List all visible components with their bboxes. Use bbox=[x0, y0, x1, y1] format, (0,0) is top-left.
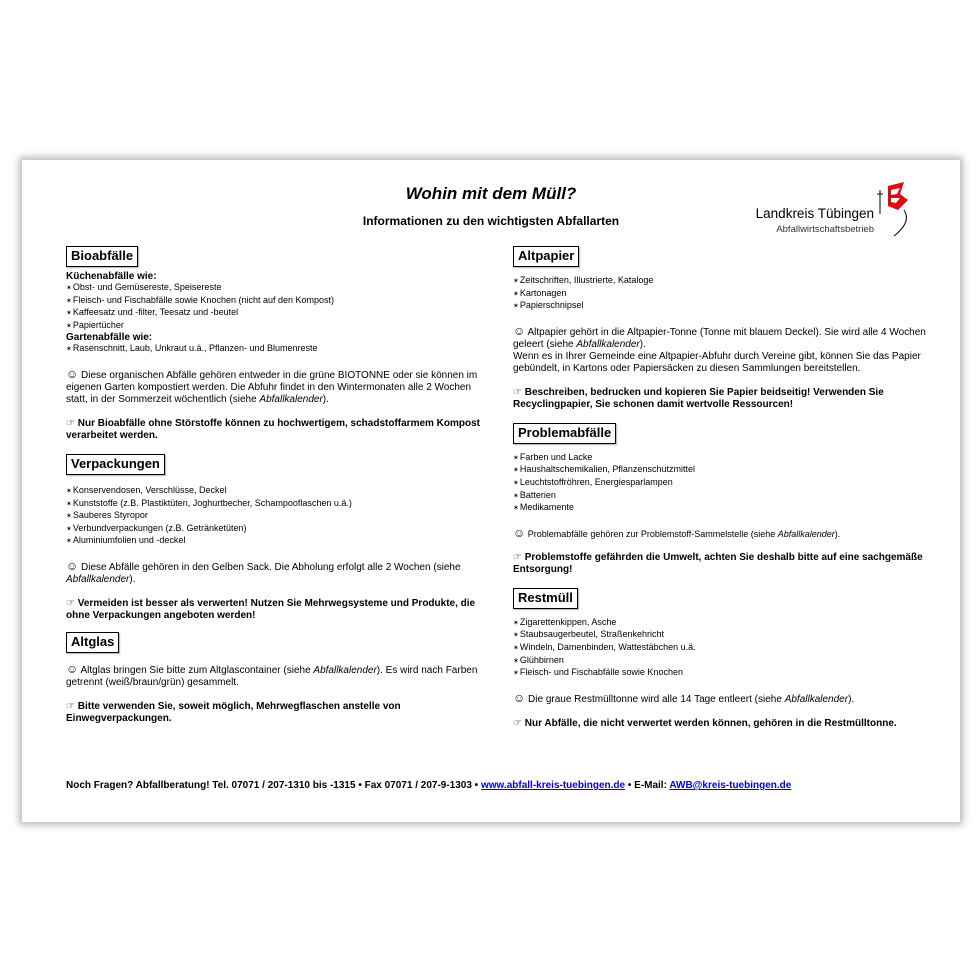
problem-tip: ☞ Problemstoffe gefährden die Umwelt, achten Sie deshalb bitte auf eine sachgemäße Entsorgung! bbox=[513, 551, 923, 575]
papier-tip: ☞ Beschreiben, bedrucken und kopieren Sie Papier beidseitig! Verwenden Sie Recyclingpapier, Sie schonen damit wertvolle Ressourcen! bbox=[513, 386, 884, 410]
list-item: ✶ Papiertücher bbox=[66, 320, 486, 333]
list-item: ✶ Aluminiumfolien und -deckel bbox=[66, 535, 486, 548]
smiley-icon: ☺ bbox=[513, 690, 526, 705]
list-item: ✶ Papierschnipsel bbox=[513, 300, 933, 313]
verp-info: ☺ Diese Abfälle gehören in den Gelben Sack. Die Abholung erfolgt alle 2 Wochen (siehe Abfallkalender). bbox=[66, 558, 461, 585]
verpackungen-list bbox=[66, 485, 486, 548]
glas-tip: ☞ Bitte verwenden Sie, soweit möglich, Mehrwegflaschen anstelle von Einwegverpackungen. bbox=[66, 700, 401, 724]
list-item: ✶ Haushaltschemikalien, Pflanzenschutzmittel bbox=[513, 464, 933, 477]
pointing-hand-icon: ☞ bbox=[513, 717, 522, 729]
verp-tip: ☞ Vermeiden ist besser als verwerten! Nutzen Sie Mehrwegsysteme und Produkte, die ohne Verpackungen angeboten werden! bbox=[66, 597, 476, 621]
website-link[interactable]: www.abfall-kreis-tuebingen.de bbox=[480, 780, 626, 791]
list-item: ✶ Kaffeesatz und -filter, Teesatz und -beutel bbox=[66, 307, 486, 320]
kitchen-list bbox=[66, 282, 486, 332]
page-title: Wohin mit dem Müll? bbox=[405, 184, 577, 203]
list-item: ✶ Kunststoffe (z.B. Plastiktüten, Joghurtbecher, Schampooflaschen u.ä.) bbox=[66, 498, 486, 511]
footer-text: Noch Fragen? Abfallberatung! Tel. 07071 / 207-1310 bis -1315 • Fax 07071 / 207-9-1303 • bbox=[66, 780, 479, 791]
smiley-icon: ☺ bbox=[66, 366, 79, 381]
smiley-icon: ☺ bbox=[66, 661, 79, 676]
logo-name: Landkreis Tübingen bbox=[755, 206, 874, 221]
glas-info: ☺ Altglas bringen Sie bitte zum Altglascontainer (siehe Abfallkalender). Es wird nach Farben getrennt (weiß/braun/grün) gesammelt. bbox=[66, 661, 478, 688]
list-item: ✶ Staubsaugerbeutel, Straßenkehricht bbox=[513, 629, 933, 642]
pointing-hand-icon: ☞ bbox=[513, 386, 522, 398]
list-item: ✶ Fleisch- und Fischabfälle sowie Knochen bbox=[513, 667, 933, 680]
list-item: ✶ Medikamente bbox=[513, 502, 933, 515]
rest-list bbox=[513, 617, 933, 680]
problem-list bbox=[513, 452, 933, 515]
pointing-hand-icon: ☞ bbox=[66, 417, 75, 429]
list-item: ✶ Batterien bbox=[513, 490, 933, 503]
smiley-icon: ☺ bbox=[66, 558, 79, 573]
rest-tip: ☞ Nur Abfälle, die nicht verwertet werden können, gehören in die Restmülltonne. bbox=[513, 717, 897, 729]
smiley-icon: ☺ bbox=[513, 525, 526, 540]
info-sheet bbox=[22, 160, 960, 822]
list-item: ✶ Obst- und Gemüsereste, Speisereste bbox=[66, 282, 486, 295]
right-column bbox=[513, 246, 933, 730]
pointing-hand-icon: ☞ bbox=[66, 700, 75, 712]
bio-info: ☺ Diese organischen Abfälle gehören entweder in die grüne BIOTONNE oder sie können im eigenen Garten kompostiert werden. Die Abfuhr findet in den Wintermonaten alle 2 Wochen statt, in der Sommerzeit wöchentlich (siehe Abfallkalender). bbox=[66, 366, 478, 405]
flag-emblem-icon bbox=[874, 180, 918, 240]
section-title-problemabfaelle: Problemabfälle bbox=[513, 423, 616, 444]
footer-separator: • E-Mail: bbox=[627, 780, 667, 791]
list-item: ✶ Rasenschnitt, Laub, Unkraut u.ä., Pflanzen- und Blumenreste bbox=[66, 343, 486, 356]
list-item: ✶ Windeln, Damenbinden, Wattestäbchen u.ä. bbox=[513, 642, 933, 655]
section-title-altglas: Altglas bbox=[66, 632, 119, 653]
section-title-restmuell: Restmüll bbox=[513, 588, 578, 609]
garden-heading: Gartenabfälle wie: bbox=[66, 332, 153, 344]
section-title-bioabfaelle: Bioabfälle bbox=[66, 246, 138, 267]
pointing-hand-icon: ☞ bbox=[513, 551, 522, 563]
list-item: ✶ Zeitschriften, Illustrierte, Kataloge bbox=[513, 275, 933, 288]
contact-footer bbox=[66, 780, 791, 791]
list-item: ✶ Fleisch- und Fischabfälle sowie Knochen (nicht auf den Kompost) bbox=[66, 295, 486, 308]
problem-info: ☺ Problemabfälle gehören zur Problemstoff-Sammelstelle (siehe Abfallkalender). bbox=[513, 525, 841, 540]
logo-subtitle: Abfallwirtschaftsbetrieb bbox=[776, 224, 874, 235]
list-item: ✶ Leuchtstoffröhren, Energiesparlampen bbox=[513, 477, 933, 490]
left-column bbox=[66, 246, 486, 725]
list-item: ✶ Farben und Lacke bbox=[513, 452, 933, 465]
bio-tip: ☞ Nur Bioabfälle ohne Störstoffe können zu hochwertigem, schadstoffarmem Kompost verarbeitet werden. bbox=[66, 417, 481, 441]
papier-info: ☺ Altpapier gehört in die Altpapier-Tonne (Tonne mit blauem Deckel). Sie wird alle 4 Wochen geleert (siehe Abfallkalender). Wenn es in Ihrer Gemeinde eine Altpapier-Abfuhr durch Vereine gibt, können Sie das Papier gebündelt, in Kartons oder Papiersäcken zu diesen Sammlungen bereitstellen. bbox=[513, 323, 926, 374]
section-title-altpapier: Altpapier bbox=[513, 246, 579, 267]
list-item: ✶ Sauberes Styropor bbox=[66, 510, 486, 523]
list-item: ✶ Konservendosen, Verschlüsse, Deckel bbox=[66, 485, 486, 498]
list-item: ✶ Verbundverpackungen (z.B. Getränketüten) bbox=[66, 523, 486, 536]
smiley-icon: ☺ bbox=[513, 323, 526, 338]
email-link[interactable]: AWB@kreis-tuebingen.de bbox=[669, 780, 792, 791]
page-subtitle: Informationen zu den wichtigsten Abfallarten bbox=[362, 214, 620, 228]
pointing-hand-icon: ☞ bbox=[66, 597, 75, 609]
list-item: ✶ Zigarettenkippen, Asche bbox=[513, 617, 933, 630]
list-item: ✶ Glühbirnen bbox=[513, 655, 933, 668]
rest-info: ☺ Die graue Restmülltonne wird alle 14 Tage entleert (siehe Abfallkalender). bbox=[513, 690, 855, 705]
list-item: ✶ Kartonagen bbox=[513, 288, 933, 301]
section-title-verpackungen: Verpackungen bbox=[66, 454, 165, 475]
garden-list bbox=[66, 343, 486, 356]
altpapier-list bbox=[513, 275, 933, 313]
landkreis-logo bbox=[748, 180, 918, 240]
kitchen-heading: Küchenabfälle wie: bbox=[66, 271, 157, 282]
